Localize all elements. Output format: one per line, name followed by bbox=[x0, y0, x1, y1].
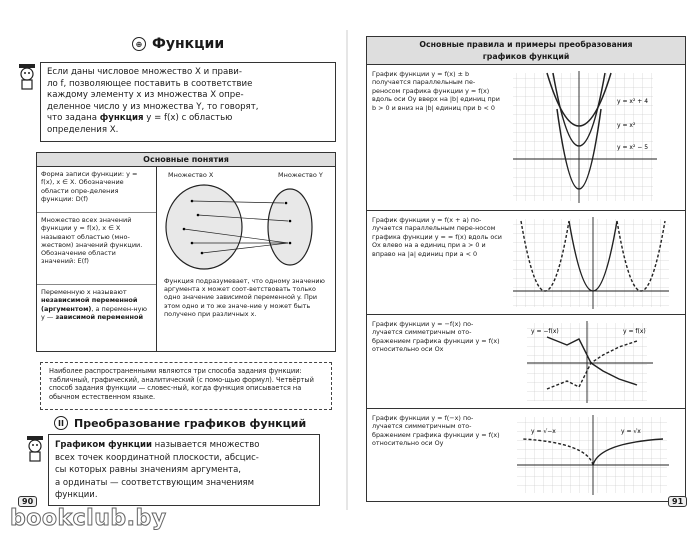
mascot-icon bbox=[16, 62, 38, 92]
rules-header bbox=[367, 37, 685, 65]
rule-row bbox=[367, 409, 685, 501]
section-number-icon: II bbox=[54, 416, 68, 430]
rule-text: График функции y = f(x) ± b получается параллельным пе-реносом графика функции y = f(x) вдоль оси Oy вверх на |b| единиц при b > 0 и вниз на |b| единиц при b < 0 bbox=[372, 70, 500, 112]
definition-line bbox=[47, 113, 329, 125]
concept-term: зависимой переменной bbox=[55, 312, 144, 321]
mapping-note: Функция подразумевает, что одному значению аргумента x может соот-ветствовать только одно значение зависимой переменной y. При этом одно и то же значе-ние y может быть получено при различных x. bbox=[164, 277, 325, 318]
rule-row bbox=[367, 211, 685, 315]
concept-text: Переменную x называют bbox=[41, 288, 127, 296]
graph-reflect-ox bbox=[507, 319, 679, 405]
concepts-right-column bbox=[158, 167, 335, 351]
concepts-header: Основные понятия bbox=[37, 153, 335, 167]
right-page bbox=[360, 30, 692, 510]
graph-def-text: называется множество bbox=[151, 440, 260, 450]
graph-label: y = √x bbox=[621, 428, 641, 435]
graph-reflect-oy bbox=[507, 413, 679, 497]
rules-header-line: графиков функций bbox=[482, 52, 570, 61]
graph-label: y = x² − 5 bbox=[617, 144, 649, 151]
graph-def-line: функции. bbox=[55, 490, 98, 500]
graph-label: y = −f(x) bbox=[531, 328, 559, 335]
mapping-diagram bbox=[162, 181, 332, 275]
graph-definition-box bbox=[48, 434, 320, 506]
definition-line: деленное число y из множества Y, то говорят, bbox=[47, 101, 259, 112]
section-number-icon: ⊕ bbox=[132, 37, 146, 51]
graph-def-line bbox=[55, 439, 313, 452]
definition-text: y = f(x) с областью bbox=[143, 113, 233, 124]
graph-label: y = f(x) bbox=[623, 328, 646, 335]
rule-text: График функции y = −f(x) по-лучается симметричным ото-бражением графика функции y = f(x) относительно оси Ox bbox=[372, 320, 500, 354]
definition-line: Если даны числовое множество X и прави- bbox=[47, 67, 242, 77]
set-x-label: Множество X bbox=[168, 171, 214, 179]
graph-def-line: всех точек координатной плоскости, абсцис- bbox=[55, 452, 259, 463]
graph-vertical-shift bbox=[507, 69, 679, 205]
graph-horizontal-shift bbox=[507, 215, 679, 311]
concept-cell bbox=[37, 285, 156, 351]
page-number: 91 bbox=[668, 496, 687, 507]
section-title-functions bbox=[132, 36, 224, 52]
page-number: 90 bbox=[18, 496, 37, 507]
rule-row bbox=[367, 65, 685, 211]
section-title-text: Функции bbox=[152, 36, 225, 52]
book-spine bbox=[346, 30, 348, 510]
rules-header-line: Основные правила и примеры преобразования bbox=[419, 40, 633, 49]
rule-text: График функции y = f(−x) по-лучается симметричным ото-бражением графика функции y = f(x) относительно оси Oy bbox=[372, 414, 500, 448]
graph-label: y = x² + 4 bbox=[617, 98, 649, 105]
mascot-icon bbox=[24, 434, 46, 464]
definition-line: определения X. bbox=[47, 124, 119, 135]
graph-def-term: Графиком функции bbox=[55, 440, 152, 450]
definition-term: функция bbox=[99, 113, 144, 124]
rule-text: График функции y = f(x + a) по-лучается параллельным пере-носом графика функции y = = f(x) вдоль оси Ox влево на a единиц при a > 0 и вправо на |a| единиц при a < 0 bbox=[372, 216, 502, 258]
set-y-label: Множество Y bbox=[278, 171, 323, 179]
graph-label: y = √−x bbox=[531, 428, 556, 435]
concepts-left-column bbox=[37, 167, 157, 351]
watermark-logo: bookclub.by bbox=[10, 506, 167, 531]
section-title-text: Преобразование графиков функций bbox=[74, 416, 307, 430]
transformation-rules-table bbox=[366, 36, 686, 502]
graph-def-line: а ординаты — соответствующим значениям bbox=[55, 477, 255, 488]
basic-concepts-table bbox=[36, 152, 336, 352]
concept-text: , а перемен-ную y — bbox=[41, 304, 147, 321]
rule-row bbox=[367, 315, 685, 409]
concept-term: независимой переменной (аргументом) bbox=[41, 296, 138, 313]
definition-text: что задана bbox=[47, 113, 100, 124]
concept-cell: Множество всех значений функции y = f(x), x ∈ X называют областью (мно-жеством) значений функции. Обозначение области значений: E(f) bbox=[37, 213, 156, 285]
function-definition-box bbox=[40, 62, 336, 142]
concept-cell: Форма записи функции: y = f(x), x ∈ X. Обозначение области опре-деления функции: D(f) bbox=[37, 167, 156, 213]
definition-line: каждому элементу x из множества X опре- bbox=[47, 90, 244, 101]
function-methods-box: Наиболее распространенными являются три способа задания функции: табличный, графический, аналитический (с помо-щью формул). Четвёртый способ задания функции — словес-ный, когда функция описывается на обычном естественном языке. bbox=[40, 362, 332, 410]
left-page bbox=[14, 30, 346, 510]
definition-line: ло f, позволяющее поставить в соответствие bbox=[47, 78, 253, 89]
graph-def-line: сы которых равны значениям аргумента, bbox=[55, 465, 242, 475]
section-title-graph-transform bbox=[54, 416, 306, 430]
graph-label: y = x² bbox=[617, 122, 636, 129]
